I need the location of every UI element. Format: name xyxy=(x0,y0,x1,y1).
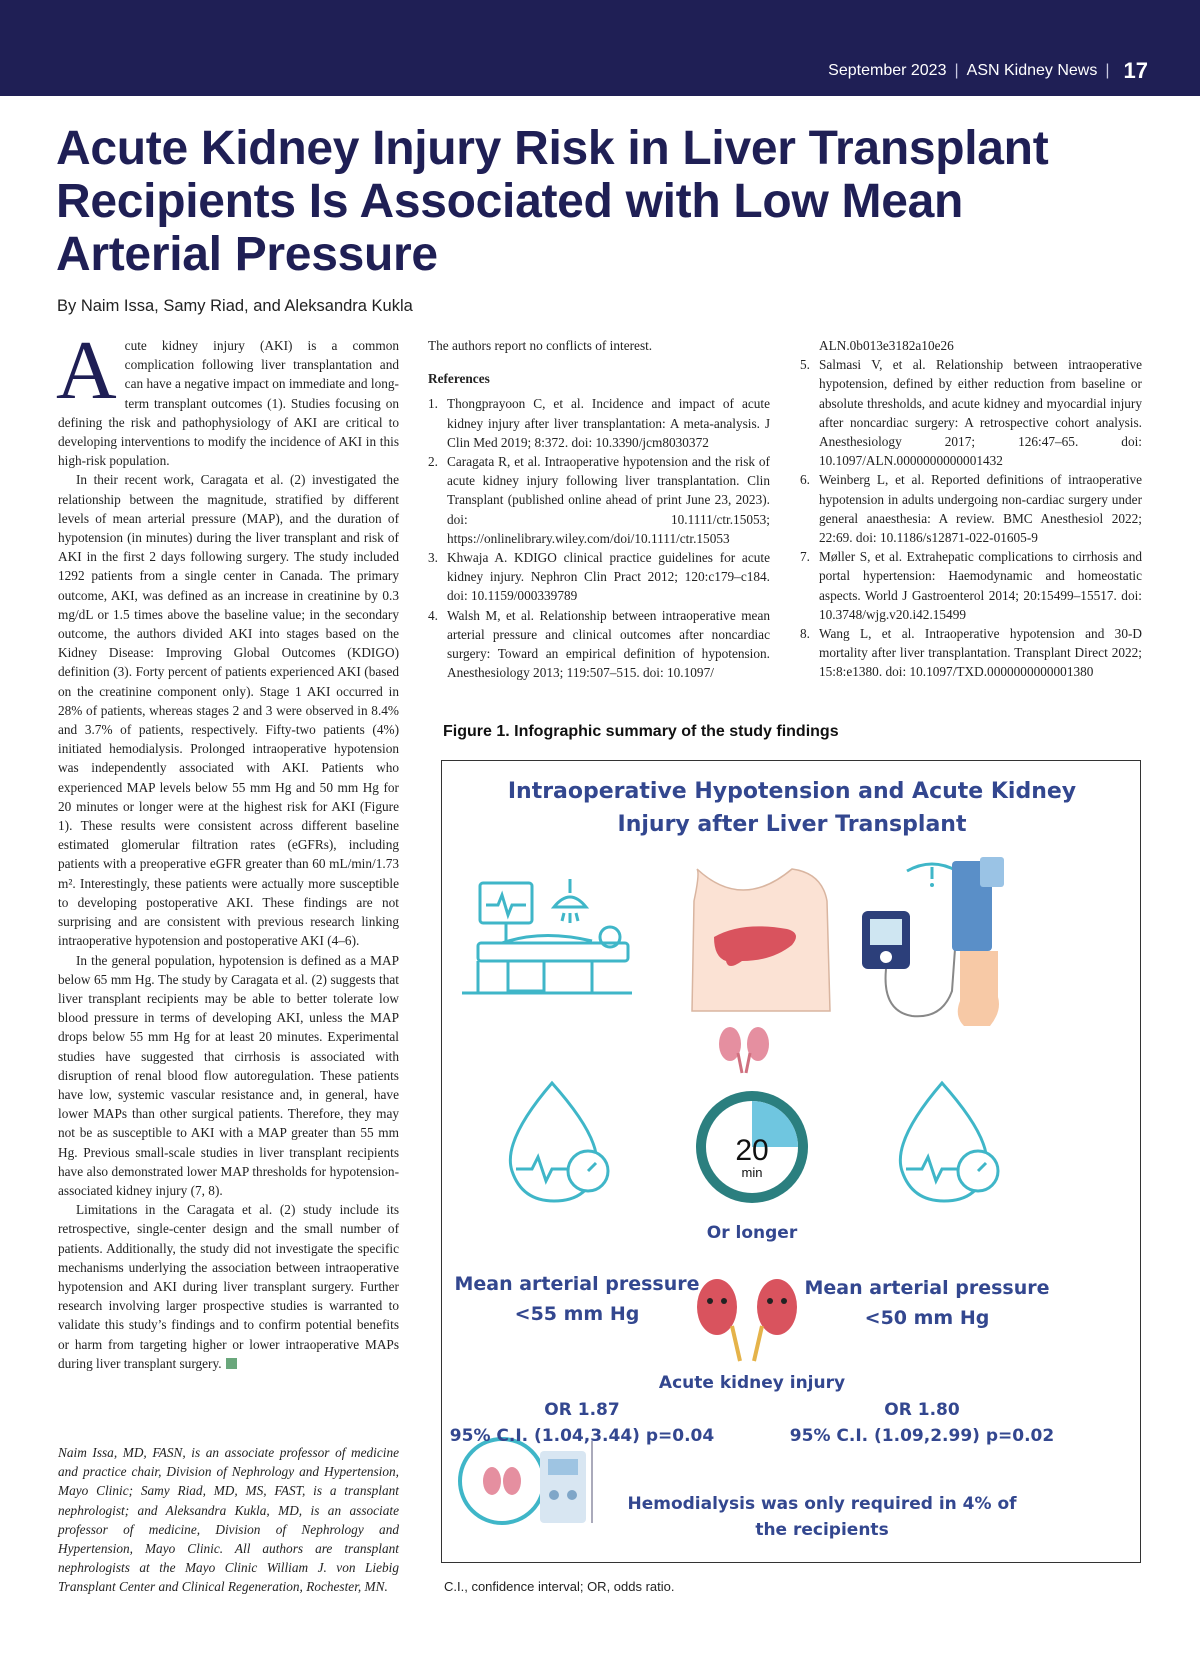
infographic xyxy=(441,760,1141,1563)
page-number: 17 xyxy=(1123,58,1148,83)
reference-item: 2. Caragata R, et al. Intraoperative hypotension and the risk of acute kidney injury following liver transplantation. Clin Transplant (published online ahead of print June 23, 2023). doi: 10.1111/ctr.15053; https://onlinelibrary.wiley.com/doi/10.1111/ctr.15053 xyxy=(428,454,770,546)
reference-item: 6. Weinberg L, et al. Reported definitions of intraoperative hypotension in adults undergoing non-cardiac surgery under general anaesthesia: A review. BMC Anesthesiol 2022; 22:69. doi: 10.1186/s12871-022-01605-9 xyxy=(800,472,1142,546)
reference-item: 7. Møller S, et al. Extrahepatic complications to cirrhosis and portal hypertension: Haemodynamic and homeostatic aspects. World J Gastroenterol 2014; 20:15499–15517. doi: 10.3748/wjg.v20.i42.15499 xyxy=(800,549,1142,622)
map-threshold-left: Mean arterial pressure <55 mm Hg xyxy=(454,1273,700,1325)
paragraph: Limitations in the Caragata et al. (2) study include its retrospective, single-center design and the small number of patients. Additionally, the study did not investigate the specific mechanisms underlying the association between intraoperative hypotension and AKI during liver transplant surgery. Further research involving larger prospective studies is warranted to validate this study’s findings and to confirm potential benefits or harm from targeting higher or lower intraoperative MAPs during liver transplant surgery. xyxy=(58,1202,399,1371)
references-column-2 xyxy=(800,336,1142,682)
timer-unit: min xyxy=(741,1165,763,1180)
kidney-icon xyxy=(719,1027,769,1073)
blood-pressure-monitor-icon xyxy=(862,857,1004,1026)
issue-date: September 2023 xyxy=(828,62,947,79)
paragraph: Acute kidney injury (AKI) is a common complication following liver transplantation and can have a negative impact on immediate and long-term transplant outcomes (1). Studies focusing on defining the risk and pathophysiology of AKI are critical to developing interventions to modify the incidence of AKI in this high-risk population. xyxy=(56,324,399,469)
dialysis-machine-icon xyxy=(460,1439,592,1523)
operating-room-icon xyxy=(462,879,632,993)
end-mark xyxy=(226,1358,237,1369)
article-title: Acute Kidney Injury Risk in Liver Transplant Recipients Is Associated with Low Mean Arterial Pressure xyxy=(56,122,1049,281)
reference-item: 3. Khwaja A. KDIGO clinical practice guidelines for acute kidney injury. Nephron Clin Pract 2012; 120:c179–c184. doi: 10.1159/000339789 xyxy=(428,550,770,604)
masthead-bar xyxy=(0,0,1200,96)
blood-drop-gauge-icon xyxy=(900,1083,998,1201)
infographic-title: Intraoperative Hypotension and Acute Kidney Injury after Liver Transplant xyxy=(507,779,1077,837)
hemodialysis-note: Hemodialysis was only required in 4% of the recipients xyxy=(627,1494,1017,1540)
reference-item: 5. Salmasi V, et al. Relationship between intraoperative hypotension, defined by either reduction from baseline or absolute thresholds, and acute kidney and myocardial injury after noncardiac surgery: A retrospective cohort analysis. Anesthesiology 2017; 126:47–65. doi: 10.1097/ALN.0000000000001432 xyxy=(800,357,1142,469)
author-bio: Naim Issa, MD, FASN, is an associate professor of medicine and practice chair, Division of Nephrology and Hypertension, Mayo Clinic; Samy Riad, MD, MS, FAST, is a transplant nephrologist; and Aleksandra Kukla, MD, is an associate professor of medicine, Division of Nephrology and Hypertension, Mayo Clinic. All authors are transplant nephrologists at the Mayo Clinic William J. von Liebig Transplant Center and Clinical Regeneration, Rochester, MN. xyxy=(58,1445,399,1595)
issue-info xyxy=(828,58,1148,84)
reference-continuation: ALN.0b013e3182a10e26 xyxy=(819,338,954,353)
reference-item: 1. Thongprayoon C, et al. Incidence and impact of acute kidney injury after liver transplantation: A meta-analysis. J Clin Med 2019; 8:372. doi: 10.3390/jcm8030372 xyxy=(428,396,770,450)
liver-torso-icon xyxy=(692,869,830,1011)
paragraph: In the general population, hypotension is defined as a MAP below 65 mm Hg. The study by Caragata et al. (2) suggests that liver transplant recipients may be able to better tolerate low blood pressure in terms of developing AKI, unless the MAP drops below 55 mm Hg for at least 20 minutes. Experimental studies have suggested that cirrhosis is associated with disruption of renal blood flow autoregulation. These patients have low, systemic vascular resistance and, in general, have lower MAPs than other surgical patients. Therefore, they may not be as susceptible to AKI with a MAP greater than 55 mm Hg. Previous small-scale studies in liver transplant recipients have also demonstrated lower MAP thresholds for hypotension-associated kidney injury (7, 8). xyxy=(58,952,399,1198)
odds-ratio-left: OR 1.87 95% C.I. (1.04,3.44) p=0.04 xyxy=(449,1400,715,1446)
separator: | xyxy=(1105,62,1110,79)
drop-cap: A xyxy=(56,324,117,417)
outcome-label: Acute kidney injury xyxy=(658,1373,846,1393)
figure-caption: Figure 1. Infographic summary of the study findings xyxy=(443,723,839,740)
reference-item: 4. Walsh M, et al. Relationship between intraoperative mean arterial pressure and clinical outcomes after noncardiac surgery: Toward an empirical definition of hypotension. Anesthesiology 2013; 119:507–515. doi: 10.1097/ xyxy=(428,607,770,681)
figure-footnote: C.I., confidence interval; OR, odds ratio. xyxy=(444,1579,675,1594)
references-heading: References xyxy=(428,371,490,387)
timer-value: 20 xyxy=(735,1134,769,1167)
article-body xyxy=(56,324,399,1373)
references-column-1 xyxy=(428,336,770,682)
disclosure: The authors report no conflicts of interest. xyxy=(428,338,653,353)
reference-item: 8. Wang L, et al. Intraoperative hypotension and 30-D mortality after liver transplantation. Transplant Direct 2022; 15:8:e1380. doi: 10.1097/TXD.0000000000001380 xyxy=(800,626,1142,680)
odds-ratio-right: OR 1.80 95% C.I. (1.09,2.99) p=0.02 xyxy=(789,1400,1055,1446)
publication-name: ASN Kidney News xyxy=(966,62,1098,79)
blood-drop-gauge-icon xyxy=(510,1083,608,1201)
separator: | xyxy=(954,62,959,79)
byline: By Naim Issa, Samy Riad, and Aleksandra Kukla xyxy=(57,297,413,315)
map-threshold-right: Mean arterial pressure <50 mm Hg xyxy=(804,1277,1050,1329)
or-longer-label: Or longer xyxy=(706,1223,798,1243)
paragraph: In their recent work, Caragata et al. (2) investigated the relationship between the magnitude, stratified by different levels of mean arterial pressure (MAP), and the duration of hypotension (in minutes) during the liver transplant and risk of AKI in the first 2 days following surgery. The study included 1292 patients from a single center in Canada. The primary outcome, AKI, was defined as an increase in creatinine by 0.3 mg/dL or 1.5 times above the baseline value; in the secondary outcome, the authors divided AKI into stages based on the Kidney Disease: Improving Global Outcomes (KDIGO) definition (3). Forty percent of patients experienced AKI (based on the creatinine component only). Stage 1 AKI occurred in 28% of patients, whereas stages 2 and 3 were observed in 8.4% and 3.7% of patients, respectively. Fifty-two patients (4%) initiated hemodialysis. Prolonged intraoperative hypotension was independently associated with AKI. Patients who experienced MAP levels below 55 mm Hg and 50 mm Hg for 20 minutes or longer were at the highest risk for AKI (Figure 1). These results were consistent across different baseline estimated glomerular filtration rates (eGFRs), including patients with a preoperative eGFR greater than 60 mL/min/1.73 m². Interestingly, these patients were actually more susceptible to developing postoperative AKI. These findings are not surprising and are consistent with previous research linking intraoperative hypotension and postoperative AKI (4–6). xyxy=(58,472,399,949)
injured-kidneys-icon xyxy=(697,1279,797,1361)
